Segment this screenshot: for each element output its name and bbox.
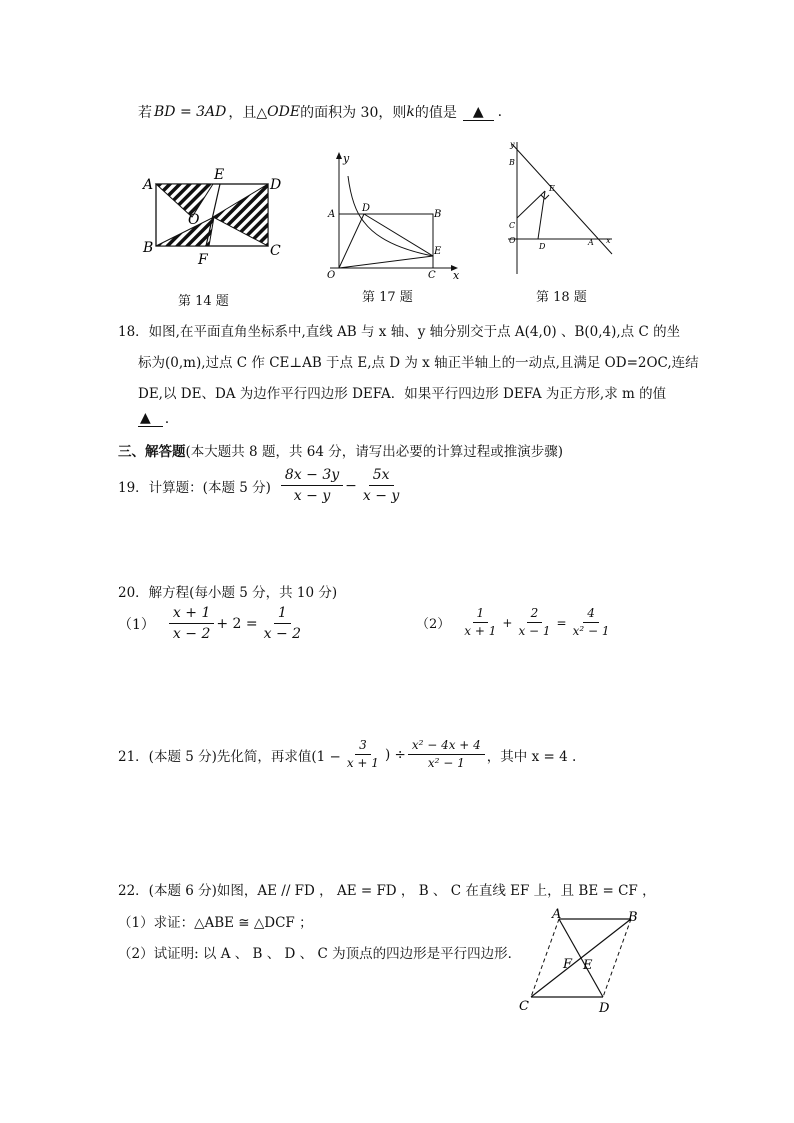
fig14-label-F: F [198, 252, 208, 268]
fig22-label-B: B [628, 910, 638, 925]
figure-14 [140, 162, 290, 272]
fig22-label-A: A [552, 907, 562, 922]
q20-p1-middle: + 2 = [216, 615, 258, 632]
q19-f1-denominator: x − y [293, 488, 331, 504]
q20-label: 20．解方程(每小题 5 分，共 10 分) [118, 585, 338, 601]
fig14-label-A: A [143, 177, 154, 193]
q17-period: . [497, 104, 503, 120]
q20-p2-tag: （2） [416, 617, 451, 632]
fig18-label-y: y [510, 140, 515, 149]
q22-line2: （1）求证：△ABE ≅ △DCF ； [118, 915, 313, 931]
fig22-label-C: C [519, 999, 529, 1014]
q17-text-after: 的面积为 30，则 [300, 105, 407, 121]
q20-part-2 [416, 606, 616, 639]
fig18-caption: 第 18 题 [536, 290, 587, 305]
fig18-label-O: O [509, 236, 516, 245]
fig18-label-C: C [509, 221, 516, 230]
q19-label: 19．计算题：(本题 5 分) [118, 479, 271, 496]
fig22-label-D: D [599, 1001, 610, 1015]
q20-p2-a-denominator: x + 1 [464, 624, 497, 638]
q21-f2-numerator: x² − 4x + 4 [408, 738, 485, 755]
q21-label: 21．(本题 5 分)先化简，再求值(1 − [118, 748, 341, 765]
fig14-label-B: B [143, 240, 154, 256]
fig17-label-A: A [328, 209, 336, 220]
q21-tail: ，其中 x = 4 . [486, 748, 577, 765]
q20-p2-c-denominator: x² − 1 [572, 624, 610, 638]
fig14-label-O: O [188, 212, 200, 228]
figure-17 [320, 150, 470, 285]
fig17-label-E: E [434, 246, 442, 257]
q20-p2-a-numerator: 1 [473, 606, 489, 623]
q19-line [118, 466, 405, 505]
q20-p2-fraction-b [514, 606, 554, 639]
fig14-label-D: D [270, 177, 282, 193]
q22-line1: 22．(本题 6 分)如图，AE // FD ， AE = FD ， B 、 C 在直线 EF 上，且 BE = CF ， [118, 883, 656, 899]
q20-p2-c-numerator: 4 [583, 606, 599, 623]
figure-18 [500, 138, 625, 278]
q20-p1-right-numerator: 1 [274, 604, 291, 624]
q20-p2-b-denominator: x − 1 [518, 624, 551, 638]
q22-line3: （2）试证明: 以 A 、 B 、 D 、 C 为顶点的四边形是平行四边形． [118, 946, 522, 962]
q17-tail-line [138, 102, 502, 122]
fig17-label-x: x [453, 269, 460, 282]
q21-fraction-2 [408, 738, 485, 771]
fig17-label-B: B [434, 209, 442, 220]
fig18-label-D: D [539, 242, 546, 251]
section-3-heading [118, 440, 563, 460]
q20-p2-equals: = [556, 615, 567, 630]
q21-f2-denominator: x² − 1 [427, 756, 465, 770]
fig18-label-E: E [549, 184, 555, 193]
figure-22 [515, 905, 645, 1015]
fig22-label-E: E [583, 958, 593, 973]
q18-answer-line [138, 410, 169, 427]
q17-k: k [406, 104, 415, 120]
q18-line3: DE,以 DE、DA 为边作平行四边形 DEFA．如果平行四边形 DEFA 为正方形,求 m 的值 [138, 386, 667, 402]
fig17-label-y: y [343, 152, 350, 165]
q21-f1-numerator: 3 [355, 738, 371, 755]
q19-fraction-1 [281, 466, 343, 505]
fig17-label-C: C [428, 270, 436, 281]
section-3-title: 三、解答题 [118, 444, 186, 460]
q20-p2-fraction-a [460, 606, 500, 639]
fig22-label-F: F [563, 957, 573, 972]
q19-f2-denominator: x − y [362, 488, 400, 504]
fig17-label-D: D [362, 203, 371, 214]
q20-p1-numerator: x + 1 [169, 604, 214, 624]
q17-answer-blank: ▲ [463, 104, 494, 121]
q20-p1-denominator: x − 2 [172, 626, 211, 642]
q18-answer-blank: ▲ [138, 410, 163, 427]
fig18-label-x: x [606, 236, 611, 245]
q20-p2-plus: + [502, 615, 513, 630]
q17-text-before: 若 [138, 105, 152, 121]
q19-fraction-2 [359, 466, 403, 505]
fig18-label-B: B [509, 158, 515, 167]
q17-eq: BD = 3AD [154, 104, 227, 120]
fig18-label-A: A [588, 238, 594, 247]
q19-operator: − [345, 477, 357, 494]
q21-line [118, 738, 576, 771]
q20-part-1 [118, 604, 307, 643]
section-3-note: (本大题共 8 题，共 64 分，请写出必要的计算过程或推演步骤) [185, 444, 563, 460]
q18-line2: 标为(0,m),过点 C 作 CE⊥AB 于点 E,点 D 为 x 轴正半轴上的一动点,且满足 OD=2OC,连结 [138, 355, 699, 371]
q20-p1-tag: （1） [118, 616, 155, 633]
fig17-label-O: O [327, 270, 336, 281]
q18-period: . [164, 410, 170, 427]
q20-p1-fraction-left [169, 604, 214, 643]
q21-f1-denominator: x + 1 [346, 756, 379, 770]
q18-line1: 18．如图,在平面直角坐标系中,直线 AB 与 x 轴、y 轴分别交于点 A(4,0) 、B(0,4),点 C 的坐 [118, 324, 681, 340]
q19-f1-numerator: 8x − 3y [281, 466, 343, 486]
q21-divide: ) ÷ [384, 746, 406, 763]
q20-p2-fraction-c [569, 606, 614, 639]
q17-triangle: ODE [267, 104, 301, 120]
fig17-caption: 第 17 题 [362, 290, 413, 305]
q20-p2-b-numerator: 2 [527, 606, 543, 623]
q20-p1-right-denominator: x − 2 [263, 626, 302, 642]
fig14-label-C: C [270, 243, 281, 259]
q17-text-end: 的值是 [414, 105, 457, 121]
q21-fraction-1 [343, 738, 383, 771]
fig14-label-E: E [214, 167, 225, 183]
q19-f2-numerator: 5x [369, 466, 394, 486]
fig14-caption: 第 14 题 [178, 294, 229, 309]
q17-text-mid: ，且△ [228, 105, 268, 121]
q20-p1-fraction-right [260, 604, 305, 643]
